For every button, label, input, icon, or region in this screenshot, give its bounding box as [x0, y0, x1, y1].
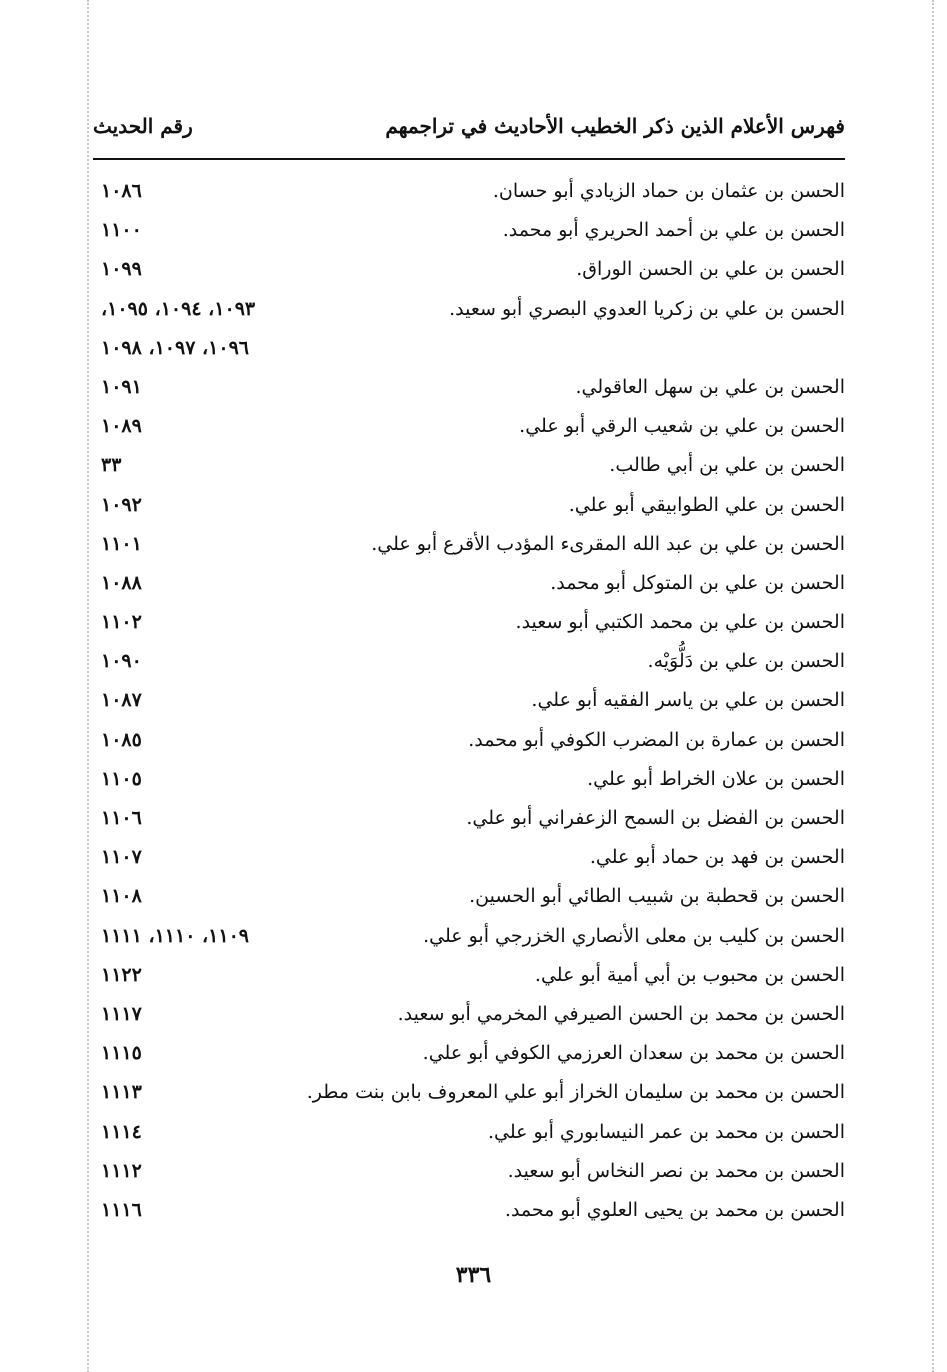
entry-hadith-numbers: ١٠٩٩: [101, 258, 142, 281]
entry-name: الحسن بن فهد بن حماد أبو علي.: [589, 846, 845, 869]
index-entry: [93, 1075, 845, 1114]
entry-name: الحسن بن محمد بن سليمان الخراز أبو علي المعروف بابن بنت مطر.: [306, 1081, 845, 1104]
entry-hadith-numbers: ١٠٨٥: [101, 728, 142, 751]
entry-hadith-numbers: ١١١٧: [101, 1002, 142, 1025]
index-entry: [93, 409, 845, 448]
index-entry: [93, 1115, 845, 1154]
index-entry: [93, 762, 845, 801]
entry-hadith-numbers: ١١١٣: [101, 1081, 142, 1104]
entry-hadith-numbers: ١١٠٩، ١١١٠، ١١١١: [101, 924, 249, 947]
entry-name: الحسن بن علي بن شعيب الرقي أبو علي.: [519, 415, 845, 438]
entry-name: الحسن بن عمارة بن المضرب الكوفي أبو محمد.: [468, 728, 845, 751]
index-entry: [93, 527, 845, 566]
entry-name: الحسن بن علي الطوابيقي أبو علي.: [568, 493, 845, 516]
entry-hadith-numbers: ١١٠١: [101, 532, 142, 555]
entry-hadith-numbers: ١١٠٧: [101, 846, 142, 869]
entry-name: الحسن بن علي بن أحمد الحريري أبو محمد.: [502, 219, 845, 242]
entry-hadith-numbers: ١١١٤: [101, 1120, 142, 1143]
entry-hadith-numbers: ١١٠٠: [101, 219, 142, 242]
entry-hadith-numbers: ١١٢٢: [101, 963, 142, 986]
entry-hadith-numbers: ١٠٨٦: [101, 180, 142, 202]
entry-hadith-numbers: ١١٠٨: [101, 885, 142, 908]
index-entries: [93, 174, 845, 1232]
entry-name: الحسن بن علي بن ياسر الفقيه أبو علي.: [531, 689, 845, 712]
entry-hadith-numbers: ١٠٨٧: [101, 689, 142, 712]
page-number: ٣٣٦: [455, 1262, 492, 1288]
index-title: فهرس الأعلام الذين ذكر الخطيب الأحاديث في تراجمهم: [385, 114, 845, 138]
index-entry: [93, 1036, 845, 1075]
entry-name: الحسن بن عثمان بن حماد الزيادي أبو حسان.: [492, 180, 845, 202]
entry-name: الحسن بن الفضل بن السمح الزعفراني أبو علي.: [466, 807, 845, 829]
right-margin-dotted-line: [932, 0, 934, 1372]
index-entry: [93, 1154, 845, 1193]
index-entry: [93, 448, 845, 487]
index-entry: [93, 252, 845, 291]
index-entry: [93, 997, 845, 1036]
entry-name: الحسن بن محمد بن نصر النخاس أبو سعيد.: [507, 1159, 845, 1182]
entry-name: الحسن بن محمد بن سعدان العرزمي الكوفي أبو علي.: [422, 1042, 845, 1065]
entry-hadith-numbers: ١١٠٦: [101, 807, 142, 829]
entry-name: الحسن بن قحطبة بن شبيب الطائي أبو الحسين.: [469, 885, 845, 908]
entry-name: الحسن بن محبوب بن أبي أمية أبو علي.: [534, 963, 845, 986]
page-header: [93, 114, 845, 148]
entry-hadith-numbers: ١٠٩٣، ١٠٩٤، ١٠٩٥،: [101, 297, 256, 320]
index-entry: [93, 566, 845, 605]
entry-name: الحسن بن علي بن الحسن الوراق.: [576, 258, 845, 281]
header-rule: [93, 158, 845, 160]
entry-name: الحسن بن محمد بن عمر النيسابوري أبو علي.: [487, 1120, 845, 1143]
entry-name: الحسن بن علي بن المتوكل أبو محمد.: [550, 571, 845, 594]
index-entry: [93, 174, 845, 213]
entry-hadith-numbers: ٣٣: [101, 454, 122, 477]
index-entry: [93, 213, 845, 252]
hadith-number-column-label: رقم الحديث: [93, 114, 193, 138]
entry-name: الحسن بن كليب بن معلى الأنصاري الخزرجي أبو علي.: [423, 924, 845, 947]
index-entry: [93, 370, 845, 409]
index-entry: [93, 488, 845, 527]
entry-hadith-numbers: ١٠٩٠: [101, 650, 142, 673]
entry-name: الحسن بن علي بن سهل العاقولي.: [575, 375, 845, 398]
entry-name: الحسن بن علان الخراط أبو علي.: [587, 767, 845, 790]
index-entry: [93, 879, 845, 918]
entry-name: الحسن بن علي بن محمد الكتبي أبو سعيد.: [515, 611, 845, 634]
entry-name: الحسن بن علي بن زكريا العدوي البصري أبو سعيد.: [449, 297, 845, 320]
left-margin-dotted-line: [87, 0, 89, 1372]
entry-hadith-numbers: ١٠٩٢: [101, 493, 142, 516]
index-entry: [93, 1193, 845, 1232]
entry-hadith-numbers: ١٠٩١: [101, 375, 142, 398]
entry-name: الحسن بن علي بن دَلُّوَيْه.: [647, 650, 845, 673]
entry-hadith-numbers: ١٠٩٦، ١٠٩٧، ١٠٩٨: [101, 336, 249, 359]
entry-hadith-numbers: ١٠٨٩: [101, 415, 142, 438]
index-entry: [93, 683, 845, 722]
index-entry: [93, 801, 845, 840]
index-entry: [93, 919, 845, 958]
entry-name: الحسن بن علي بن أبي طالب.: [609, 454, 845, 477]
entry-name: الحسن بن علي بن عبد الله المقرىء المؤدب الأقرع أبو علي.: [371, 532, 845, 555]
index-entry: [93, 292, 845, 331]
entry-name: الحسن بن محمد بن يحيى العلوي أبو محمد.: [504, 1198, 845, 1221]
entry-hadith-numbers: ١١٠٥: [101, 767, 142, 790]
entry-hadith-numbers: ١١٠٢: [101, 611, 142, 634]
entry-hadith-numbers: ١١١٢: [101, 1159, 142, 1182]
index-entry: [93, 723, 845, 762]
entry-hadith-numbers: ١١١٥: [101, 1042, 142, 1065]
index-entry: [93, 331, 845, 370]
index-entry: [93, 644, 845, 683]
index-entry: [93, 840, 845, 879]
index-entry: [93, 605, 845, 644]
entry-hadith-numbers: ١١١٦: [101, 1198, 142, 1221]
entry-hadith-numbers: ١٠٨٨: [101, 571, 142, 594]
entry-name: الحسن بن محمد بن الحسن الصيرفي المخرمي أبو سعيد.: [397, 1002, 845, 1025]
index-entry: [93, 958, 845, 997]
